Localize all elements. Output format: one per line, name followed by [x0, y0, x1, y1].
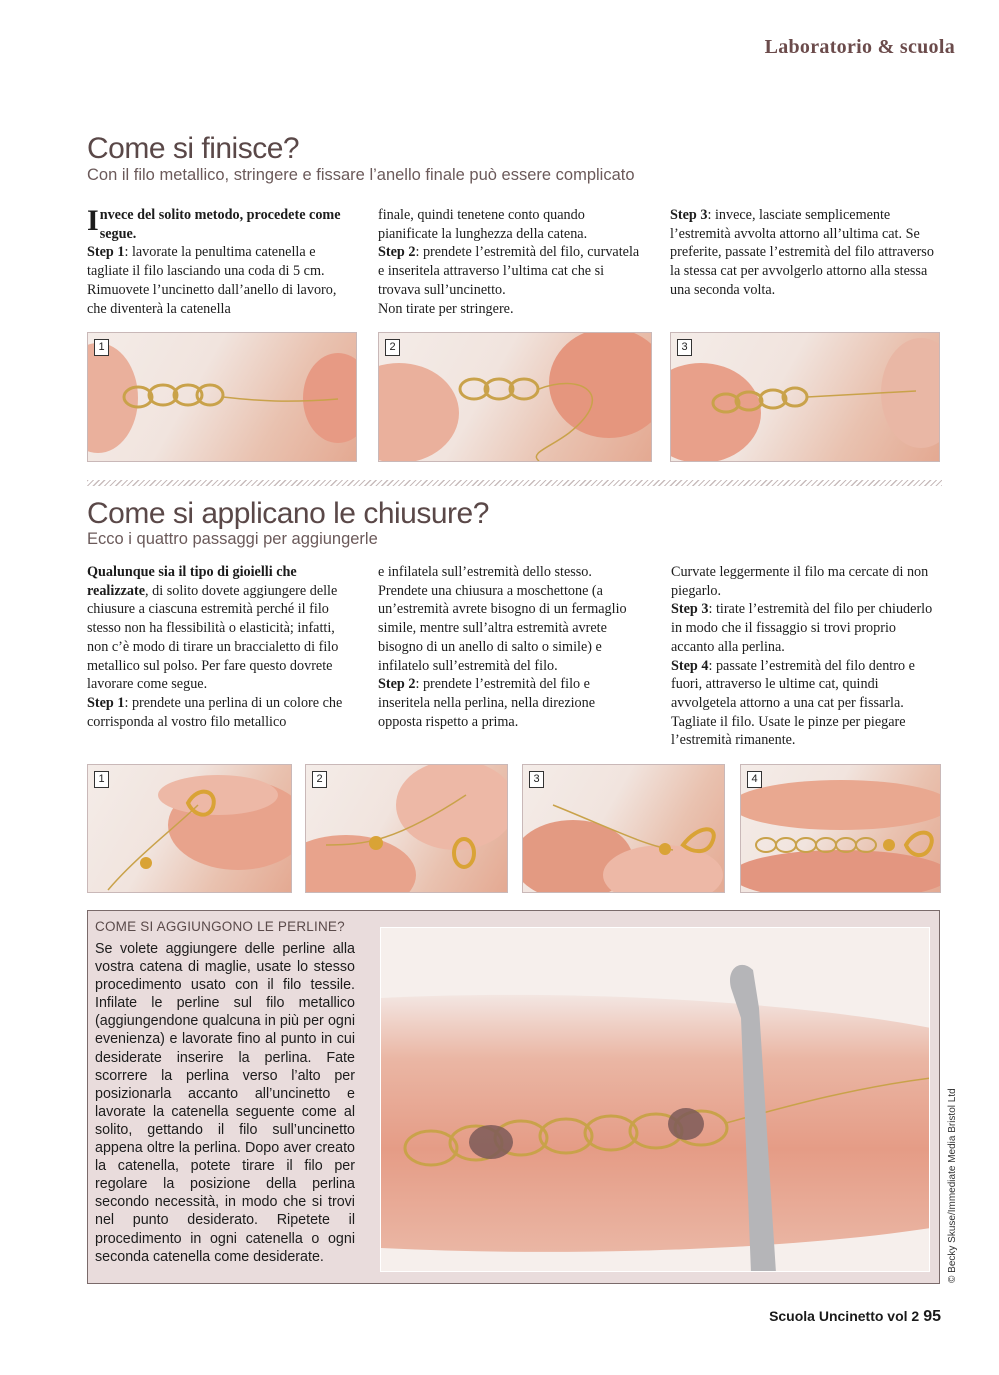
page-footer [769, 1308, 941, 1326]
step-number: 2 [385, 339, 400, 356]
step-number: 1 [94, 339, 109, 356]
step-photo-3 [670, 332, 940, 462]
step-label: Step 1 [87, 694, 125, 711]
step-number: 3 [677, 339, 692, 356]
page-number: 95 [923, 1308, 941, 1325]
col-text: , di solito dovete aggiungere delle chiusure a ciascuna estremità perché il filo stesso non ha flessibilità o elasticità; infatti, non c’è modo di tirare un braccialetto di filo metallico sul polso. Per fare questo dovrete lavorare come segue. [87, 582, 339, 693]
step-text: : passate l’estremità del filo dentro e fuori, attraverso le ultime cat, quindi avvolgetela attorno a una cat per fissarla. Tagliate il filo. Usate le pinze per piegare l’estremità rimanente. [671, 657, 915, 749]
step-text: : prendete l’estremità del filo e inseritela nella perlina, nella direzione opposta rispetto a prima. [378, 676, 596, 730]
step-text: : invece, lasciate semplicemente l’estremità avvolta attorno all’ultima cat. Se preferite, passate l’estremità del filo attraverso la stessa cat per avvolgerlo attorno alla stessa una seconda volta. [670, 207, 934, 298]
photo-illustration [88, 333, 357, 462]
photo-illustration [381, 928, 930, 1272]
section1-col3 [670, 206, 940, 300]
dropcap: I [87, 204, 99, 237]
step-label: Step 3 [671, 601, 709, 618]
section-divider [87, 480, 942, 486]
beads-photo [380, 927, 930, 1272]
photo-illustration [88, 765, 292, 893]
section1-col2 [378, 206, 640, 318]
step-photo-1 [87, 332, 357, 462]
section2-col2 [378, 563, 640, 731]
box-title: COME SI AGGIUNGONO LE PERLINE? [95, 919, 345, 934]
step-number: 1 [94, 771, 109, 788]
section2-title: Come si applicano le chiusure? [87, 497, 489, 530]
clasp-photo-2 [305, 764, 508, 893]
step-number: 4 [747, 771, 762, 788]
step-text: : prendete una perlina di un colore che corrisponda al vostro filo metallico [87, 694, 343, 730]
section1-title: Come si finisce? [87, 132, 300, 165]
magazine-title: Scuola Uncinetto vol 2 [769, 1308, 920, 1324]
photo-illustration [741, 765, 941, 893]
photo-illustration [306, 765, 508, 893]
col-text: Curvate leggermente il filo ma cercate di non piegarlo. [671, 564, 929, 599]
section1-subtitle: Con il filo metallico, stringere e fissare l’anello finale può essere complicato [87, 166, 635, 184]
step-number: 2 [312, 771, 327, 788]
box-text: Se volete aggiungere delle perline alla vostra catena di maglie, usate lo stesso procedimento usato con il filo tessile. Infilate le perline sul filo metallico (aggiungendone qualcuna in più per ogni evenienza) e lavorate fino al punto in cui desiderate inserire la perlina. Fate scorrere la perlina verso l’alto per posizionarla accanto all’uncinetto e lavorate la catenella seguente come al solito, gettando il filo sull’uncinetto appena oltre la perlina. Dopo aver creato la catenella, potete tirare il filo per regolare la posizione della perlina secondo necessità, in modo che si trovi nel punto desiderato. Ripetete il procedimento in ogni catenella o ogni seconda catenella come desiderate. [95, 941, 355, 1265]
clasp-photo-1 [87, 764, 292, 893]
step-text: : lavorate la penultima catenella e tagliate il filo lasciando una coda di 5 cm. Rimuovete l’uncinetto dall’anello di lavoro, che diventerà la catenella [87, 244, 337, 317]
photo-illustration [671, 333, 940, 462]
section-label: Laboratorio & scuola [764, 36, 955, 58]
step-label: Step 4 [671, 657, 709, 674]
photo-illustration [523, 765, 725, 893]
step-number: 3 [529, 771, 544, 788]
beads-box [87, 910, 940, 1284]
step-photo-2 [378, 332, 652, 462]
photo-illustration [379, 333, 652, 462]
photo-credit: © Becky Skuse/Immediate Media Bristol Ltd [947, 1088, 958, 1283]
col-text: Non tirate per stringere. [378, 300, 514, 317]
col-text: e infilatela sull’estremità dello stesso. Prendete una chiusura a moschettone (a un’estremità avrete bisogno di un fermaglio simile, mentre sull’altra estremità avrete bisogno di un anello di salto o simile) e infilatelo sull’estremità del filo. [378, 564, 627, 674]
section1-col1 [87, 206, 353, 318]
step-label: Step 3 [670, 207, 708, 223]
intro-bold: Qualunque sia il tipo di gioielli che realizzate [87, 564, 297, 599]
step-text: : tirate l’estremità del filo per chiuderlo in modo che il fissaggio si trovi proprio accanto alla perlina. [671, 601, 933, 655]
clasp-photo-4 [740, 764, 941, 893]
step-label: Step 1 [87, 244, 125, 261]
col-text: finale, quindi tenetene conto quando pianificate la lunghezza della catena. [378, 207, 588, 242]
intro-bold: nvece del solito metodo, procedete come segue. [99, 207, 341, 242]
section2-col3 [671, 563, 941, 750]
section2-subtitle: Ecco i quattro passaggi per aggiungerle [87, 530, 378, 548]
clasp-photo-3 [522, 764, 725, 893]
step-label: Step 2 [378, 676, 416, 693]
step-text: : prendete l’estremità del filo, curvatela e inseritela attraverso l’ultima cat che si trovava sull’uncinetto. [378, 244, 640, 298]
section2-col1 [87, 563, 355, 731]
step-label: Step 2 [378, 244, 416, 261]
